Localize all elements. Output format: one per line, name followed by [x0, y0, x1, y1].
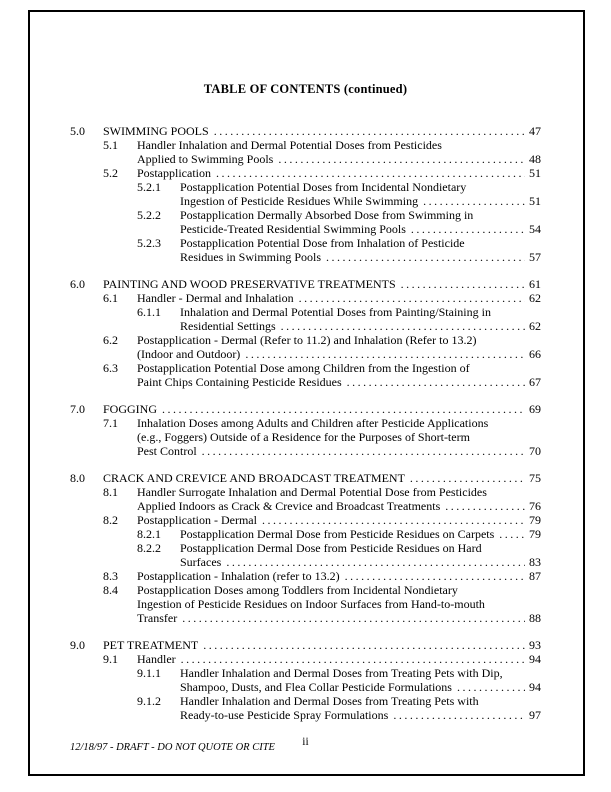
toc-page-number: 66: [529, 347, 541, 361]
leader-dots: [181, 652, 525, 666]
toc-entry-number: 8.4: [103, 583, 118, 597]
toc-section: [70, 124, 541, 264]
toc-entry-last-line: [180, 319, 541, 333]
toc-entry-text-line: Ingestion of Pesticide Residues on Indoor Surfaces from Hand-to-mouth: [137, 597, 485, 611]
toc-entry: [70, 638, 541, 652]
toc-entry-text-line: Handler Inhalation and Dermal Doses from Treating Pets with: [180, 694, 479, 708]
toc-section: [70, 638, 541, 722]
toc-entry-text-line: Postapplication Potential Dose from Inhalation of Pesticide: [180, 236, 465, 250]
toc-entry-number: 5.1: [103, 138, 118, 152]
leader-dots: [445, 499, 525, 513]
toc-entry: [70, 138, 541, 166]
toc-entry: [70, 361, 541, 389]
toc-entry-text-line: Handler Surrogate Inhalation and Dermal Potential Dose from Pesticides: [137, 485, 487, 499]
toc-entry: [70, 236, 541, 264]
toc-page-number: 79: [529, 513, 541, 527]
toc-entry: [70, 471, 541, 485]
toc-entry-text-line: Postapplication - Dermal (Refer to 11.2) and Inhalation (Refer to 13.2): [137, 333, 477, 347]
leader-dots: [202, 444, 525, 458]
toc-entry: [70, 694, 541, 722]
page-number: ii: [302, 736, 309, 748]
toc-entry-text-line: PAINTING AND WOOD PRESERVATIVE TREATMENTS: [103, 277, 396, 291]
toc-entry-last-line: [137, 347, 541, 361]
toc-entry-text: [137, 652, 541, 666]
toc-entry-text: [137, 138, 541, 166]
toc-entry-last-line: [180, 527, 541, 541]
toc-page-number: 79: [529, 527, 541, 541]
toc-entry-text: [180, 236, 541, 264]
toc-entry-text-line: Paint Chips Containing Pesticide Residues: [137, 375, 342, 389]
toc-entry-text-line: Postapplication - Inhalation (refer to 13.2): [137, 569, 340, 583]
toc-entry-text-line: Postapplication Doses among Toddlers from Incidental Nondietary: [137, 583, 458, 597]
toc-entry-text-line: Postapplication: [137, 166, 211, 180]
toc-entry-text-line: Postapplication Dermal Dose from Pesticide Residues on Hard: [180, 541, 482, 555]
toc-page-number: 62: [529, 291, 541, 305]
toc-entry: [70, 541, 541, 569]
toc-entry-text: [137, 485, 541, 513]
leader-dots: [226, 555, 525, 569]
toc-page-number: 69: [529, 402, 541, 416]
toc-page-number: 94: [529, 652, 541, 666]
toc-entry-number: 5.0: [70, 124, 85, 138]
toc-page-number: 57: [529, 250, 541, 264]
toc-entry: [70, 583, 541, 625]
toc-entry-last-line: [137, 152, 541, 166]
toc-entry-last-line: [103, 402, 541, 416]
toc-entry-number: 9.1.1: [137, 666, 161, 680]
toc-page-number: 61: [529, 277, 541, 291]
toc-entry-number: 7.1: [103, 416, 118, 430]
toc-entry: [70, 305, 541, 333]
leader-dots: [411, 222, 525, 236]
toc-entry-text-line: Inhalation Doses among Adults and Children after Pesticide Applications: [137, 416, 489, 430]
toc-entry-last-line: [103, 277, 541, 291]
toc-entry-text-line: Postapplication Potential Dose among Children from the Ingestion of: [137, 361, 470, 375]
toc-entry-text: [103, 277, 541, 291]
toc-entry-text-line: Residential Settings: [180, 319, 276, 333]
toc-entry-number: 8.3: [103, 569, 118, 583]
toc-entry-last-line: [180, 250, 541, 264]
toc-page-number: 51: [529, 166, 541, 180]
toc-page-number: 93: [529, 638, 541, 652]
toc-entry-last-line: [137, 375, 541, 389]
toc-entry: [70, 166, 541, 180]
toc-entry-text: [103, 638, 541, 652]
toc-entry-text: [137, 569, 541, 583]
toc-entry-last-line: [137, 291, 541, 305]
toc-entry-last-line: [137, 652, 541, 666]
leader-dots: [393, 708, 525, 722]
toc-entry-number: 8.0: [70, 471, 85, 485]
toc-entry-text-line: FOGGING: [103, 402, 157, 416]
toc-entry: [70, 513, 541, 527]
toc-entry-text: [137, 513, 541, 527]
toc-entry-text-line: Residues in Swimming Pools: [180, 250, 322, 264]
toc-entry: [70, 416, 541, 458]
toc-page-number: 87: [529, 569, 541, 583]
toc-entry-text: [137, 291, 541, 305]
toc-entry-text-line: Handler Inhalation and Dermal Potential Doses from Pesticides: [137, 138, 442, 152]
toc-entry: [70, 277, 541, 291]
toc-entry-number: 9.0: [70, 638, 85, 652]
toc-entry-text: [103, 124, 541, 138]
leader-dots: [182, 611, 525, 625]
leader-dots: [162, 402, 525, 416]
toc-page-number: 76: [529, 499, 541, 513]
toc-entry-text: [180, 305, 541, 333]
leader-dots: [410, 471, 525, 485]
toc-entry-last-line: [180, 708, 541, 722]
toc-entry-number: 5.2: [103, 166, 118, 180]
toc-entry-text: [137, 361, 541, 389]
toc-entry-text-line: Transfer: [137, 611, 178, 625]
toc-page-number: 88: [529, 611, 541, 625]
toc-entry-number: 9.1: [103, 652, 118, 666]
toc-entry-text-line: Postapplication Dermal Dose from Pesticide Residues on Carpets: [180, 527, 495, 541]
leader-dots: [401, 277, 525, 291]
toc-entry-number: 6.1.1: [137, 305, 161, 319]
table-of-contents: [70, 124, 541, 722]
toc-page-number: 83: [529, 555, 541, 569]
toc-entry-text-line: Inhalation and Dermal Potential Doses from Painting/Staining in: [180, 305, 491, 319]
toc-page-number: 67: [529, 375, 541, 389]
toc-section: [70, 277, 541, 389]
toc-section: [70, 471, 541, 625]
leader-dots: [457, 680, 525, 694]
leader-dots: [345, 569, 525, 583]
toc-entry-number: 8.2: [103, 513, 118, 527]
toc-entry-number: 8.2.1: [137, 527, 161, 541]
toc-entry-last-line: [180, 222, 541, 236]
toc-entry-text-line: SWIMMING POOLS: [103, 124, 209, 138]
toc-entry-text-line: Postapplication - Dermal: [137, 513, 257, 527]
toc-entry-last-line: [137, 513, 541, 527]
toc-entry-text-line: CRACK AND CREVICE AND BROADCAST TREATMENT: [103, 471, 405, 485]
leader-dots: [281, 319, 525, 333]
toc-entry: [70, 652, 541, 666]
toc-entry-text: [180, 541, 541, 569]
toc-entry-last-line: [103, 638, 541, 652]
toc-entry-text-line: Handler: [137, 652, 176, 666]
toc-entry-number: 7.0: [70, 402, 85, 416]
toc-entry-last-line: [137, 444, 541, 458]
toc-entry-number: 6.0: [70, 277, 85, 291]
toc-page-number: 47: [529, 124, 541, 138]
toc-entry-text-line: PET TREATMENT: [103, 638, 199, 652]
toc-entry: [70, 402, 541, 416]
leader-dots: [216, 166, 525, 180]
toc-page-number: 70: [529, 444, 541, 458]
toc-entry-text-line: Postapplication Potential Doses from Incidental Nondietary: [180, 180, 467, 194]
toc-entry-text: [137, 333, 541, 361]
toc-entry: [70, 333, 541, 361]
toc-entry-text: [180, 180, 541, 208]
toc-entry-last-line: [180, 555, 541, 569]
leader-dots: [203, 638, 525, 652]
toc-entry-last-line: [137, 569, 541, 583]
leader-dots: [423, 194, 525, 208]
toc-entry-text-line: Ingestion of Pesticide Residues While Swimming: [180, 194, 419, 208]
toc-entry-text-line: Applied to Swimming Pools: [137, 152, 274, 166]
toc-entry-text: [180, 666, 541, 694]
toc-page-number: 94: [529, 680, 541, 694]
toc-entry-number: 6.1: [103, 291, 118, 305]
leader-dots: [299, 291, 525, 305]
toc-entry-text-line: Ready-to-use Pesticide Spray Formulations: [180, 708, 389, 722]
toc-entry-number: 6.2: [103, 333, 118, 347]
toc-entry-text: [103, 402, 541, 416]
leader-dots: [278, 152, 525, 166]
toc-entry: [70, 666, 541, 694]
toc-page-number: 97: [529, 708, 541, 722]
toc-entry: [70, 208, 541, 236]
toc-entry: [70, 291, 541, 305]
toc-entry-number: 8.1: [103, 485, 118, 499]
toc-entry-text-line: Pest Control: [137, 444, 197, 458]
toc-entry-number: 5.2.1: [137, 180, 161, 194]
toc-entry-text-line: Postapplication Dermally Absorbed Dose from Swimming in: [180, 208, 474, 222]
toc-entry-last-line: [137, 499, 541, 513]
toc-page-number: 54: [529, 222, 541, 236]
toc-entry: [70, 527, 541, 541]
toc-page-number: 75: [529, 471, 541, 485]
leader-dots: [326, 250, 525, 264]
toc-entry-last-line: [103, 471, 541, 485]
toc-entry-text: [103, 471, 541, 485]
toc-entry-text-line: Surfaces: [180, 555, 222, 569]
toc-entry: [70, 180, 541, 208]
toc-entry-text-line: Pesticide-Treated Residential Swimming Pools: [180, 222, 406, 236]
leader-dots: [245, 347, 525, 361]
page-title: TABLE OF CONTENTS (continued): [203, 82, 408, 96]
toc-entry-number: 5.2.2: [137, 208, 161, 222]
toc-entry-text: [137, 166, 541, 180]
toc-entry-text-line: Shampoo, Dusts, and Flea Collar Pesticide Formulations: [180, 680, 452, 694]
toc-entry: [70, 569, 541, 583]
toc-entry-text-line: Applied Indoors as Crack & Crevice and Broadcast Treatments: [137, 499, 441, 513]
toc-entry: [70, 124, 541, 138]
toc-entry-text: [137, 416, 541, 458]
toc-entry-text-line: Handler - Dermal and Inhalation: [137, 291, 294, 305]
toc-entry: [70, 485, 541, 513]
toc-page-number: 48: [529, 152, 541, 166]
toc-section: [70, 402, 541, 458]
toc-entry-number: 8.2.2: [137, 541, 161, 555]
toc-entry-text: [180, 527, 541, 541]
toc-entry-last-line: [137, 611, 541, 625]
toc-entry-text: [180, 208, 541, 236]
toc-page-number: 51: [529, 194, 541, 208]
toc-entry-text-line: (Indoor and Outdoor): [137, 347, 241, 361]
leader-dots: [262, 513, 525, 527]
toc-page-number: 62: [529, 319, 541, 333]
leader-dots: [499, 527, 525, 541]
toc-entry-text: [137, 583, 541, 625]
toc-entry-last-line: [180, 194, 541, 208]
toc-entry-text: [180, 694, 541, 722]
leader-dots: [347, 375, 525, 389]
toc-entry-number: 5.2.3: [137, 236, 161, 250]
toc-entry-text-line: (e.g., Foggers) Outside of a Residence for the Purposes of Short-term: [137, 430, 470, 444]
draft-notice: 12/18/97 - DRAFT - DO NOT QUOTE OR CITE: [70, 742, 275, 753]
toc-entry-last-line: [137, 166, 541, 180]
toc-entry-text-line: Handler Inhalation and Dermal Doses from Treating Pets with Dip,: [180, 666, 503, 680]
leader-dots: [214, 124, 525, 138]
toc-entry-last-line: [103, 124, 541, 138]
toc-entry-number: 6.3: [103, 361, 118, 375]
toc-entry-last-line: [180, 680, 541, 694]
toc-entry-number: 9.1.2: [137, 694, 161, 708]
